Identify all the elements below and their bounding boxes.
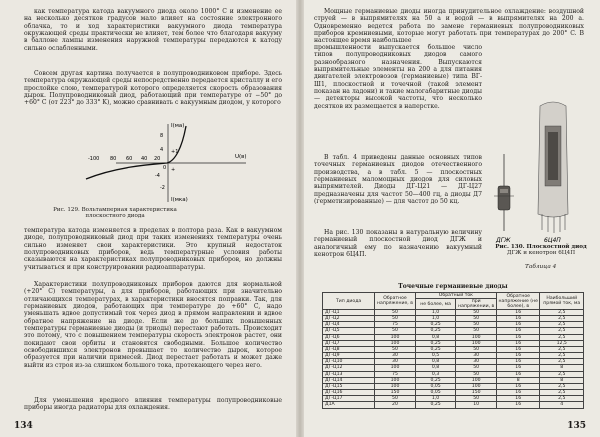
table-cell: 30 [456, 353, 497, 359]
photo-label-6c4p: 6Ц4П [544, 237, 561, 244]
table-cell: 2,5 [540, 334, 584, 340]
header-forward-current: Обратное напряжение, в [375, 293, 416, 310]
table-cell: 2,5 [540, 316, 584, 322]
figure-130-caption-line1: Рис. 130. Плоскостной диод [495, 244, 587, 250]
table-cell: 2,5 [540, 346, 584, 352]
x-tick-0: 0 [163, 165, 167, 171]
table-cell: 0,8 [415, 359, 456, 365]
x-tick-m100: -100 [88, 156, 100, 162]
table-cell: 16 [496, 340, 540, 346]
origin-plus: + [171, 167, 176, 173]
table-cell: 50 [456, 322, 497, 328]
table-cell: 100 [456, 340, 497, 346]
y-tick-lower: 4 [160, 147, 164, 153]
table-cell: 16 [496, 383, 540, 389]
figure-130-caption-line2: ДГЖ и кенотрон 6Ц4П [506, 250, 576, 257]
diode-type-cell: Д1А [323, 402, 375, 408]
table-cell: 2,5 [540, 310, 584, 316]
table-cell: 150 [375, 390, 416, 396]
x-tick-m80: 80 [110, 156, 117, 162]
table-cell: 50 [375, 346, 416, 352]
y-tick-lower-right: +1 [171, 149, 179, 155]
book-gutter [296, 0, 304, 437]
header-reverse-group: Обратный ток [415, 293, 496, 299]
neg-left-label: -4 [155, 173, 160, 179]
table-cell: 75 [375, 371, 416, 377]
table-cell: 0,25 [415, 322, 456, 328]
right-page-number: 135 [567, 421, 586, 431]
table-cell: 16 [496, 353, 540, 359]
figure-130-caption [486, 244, 596, 257]
table-cell: 50 [375, 316, 416, 322]
diode-type-cell: ДГ-Ц6 [323, 334, 375, 340]
point-diodes-table [322, 292, 584, 409]
table-cell: 50 [456, 365, 497, 371]
table-cell: 1,0 [415, 310, 456, 316]
table-cell: 16 [496, 310, 540, 316]
header-reverse-voltage-max: Обратное напряжение (не более), в [496, 293, 540, 310]
table-cell: 50 [456, 316, 497, 322]
right-paragraph-4: На рис. 130 показаны в натуральную величину германиевый плоскостной диод ДГЖ и аналогичный ему по назначению вакуумный кенотрон 6Ц4П. [314, 229, 482, 259]
table-body [323, 310, 584, 409]
table-cell: 20 [375, 402, 416, 408]
table-cell: 16 [496, 334, 540, 340]
table-cell: 8 [540, 377, 584, 383]
table-title: Точечные германиевые диоды [398, 283, 508, 290]
table-cell: 16 [496, 328, 540, 334]
table-cell: 75 [375, 322, 416, 328]
right-paragraph-2: промышленности выпускается большое число типов полупроводниковых диодов самого разнообразного назначения. Выпускаются выпрямительные элементы на 200 а для питания двигателей электровозов (германиевые) типа ВГ-Ш1, плоскостной и точечной (такой элемент показан на ладони) и такие малогабаритные диоды — детекторы высокой частоты, что несколько десятков их размещается в наперстке. [314, 44, 482, 110]
table-cell: 1,0 [415, 396, 456, 402]
header-max-current: Наибольший прямой ток, ма [540, 293, 584, 310]
table-cell: 30 [375, 359, 416, 365]
table-cell: 4 [540, 402, 584, 408]
table-cell: 2,5 [540, 396, 584, 402]
diode-type-cell: ДГ-Ц10 [323, 359, 375, 365]
table-cell: 2,5 [540, 383, 584, 389]
table-label: Таблица 4 [525, 264, 557, 270]
header-reverse-at-limit: не более, ма [415, 299, 456, 310]
diode-type-cell: ДГ-Ц14 [323, 377, 375, 383]
table-cell: 16 [496, 346, 540, 352]
table-cell: 50 [375, 310, 416, 316]
table-cell: 0,25 [415, 340, 456, 346]
diode-type-cell: ДГ-Ц16 [323, 390, 375, 396]
table-cell: 2,5 [540, 328, 584, 334]
volt-ampere-graph [28, 118, 258, 206]
left-paragraph-5: Для уменьшения вредного влияния температуры полупроводниковые приборы иногда радиаторы для охлаждения. [24, 397, 282, 412]
table-cell: 100 [456, 383, 497, 389]
table-cell: 100 [375, 377, 416, 383]
table-cell: 16 [496, 365, 540, 371]
table-cell: 8 [496, 377, 540, 383]
table-cell: 2,5 [540, 371, 584, 377]
table-cell: 12,5 [540, 340, 584, 346]
table-cell: 10 [456, 402, 497, 408]
dgzh-diode [494, 154, 514, 231]
table-cell: 0,25 [415, 377, 456, 383]
table-cell: 0,25 [415, 328, 456, 334]
y-label-bottom: I(мка) [171, 197, 188, 203]
x-label: U(в) [235, 154, 247, 160]
y-label-top: I(ма) [171, 123, 185, 129]
kenotron-tube [538, 102, 568, 233]
table-cell: 50 [456, 396, 497, 402]
table-cell: 100 [375, 365, 416, 371]
table-cell: 50 [375, 328, 416, 334]
y-tick-upper: 8 [160, 133, 164, 139]
right-paragraph-3: В табл. 4 приведены данные основных типов точечных германиевых диодов отечественного производства, а в табл. 5 — плоскостных германиевых маломощных диодов для силовых выпрямителей. Диоды ДГ-Ц21 — ДГ-Ц27 предназначены для частот 50—400 гц, а диоды Д7 (герметизированные) — для частот до 50 кц. [314, 154, 482, 206]
table-cell: 0,8 [415, 334, 456, 340]
table-cell: 16 [496, 402, 540, 408]
table-cell: 0,5 [415, 353, 456, 359]
table-cell: 0,3 [415, 371, 456, 377]
diode-type-cell: ДГ-Ц2 [323, 316, 375, 322]
table-cell: 150 [456, 390, 497, 396]
table-cell: 30 [456, 359, 497, 365]
table-cell: 0,25 [415, 346, 456, 352]
diode-type-cell: ДГ-Ц9 [323, 353, 375, 359]
diode-type-cell: ДГ-Ц5 [323, 328, 375, 334]
table-cell: 1,0 [415, 316, 456, 322]
table-cell: 50 [456, 310, 497, 316]
x-tick-m40: 40 [141, 156, 148, 162]
table-cell: 100 [375, 334, 416, 340]
diode-type-cell: ДГ-Ц17 [323, 396, 375, 402]
table-cell: 16 [496, 390, 540, 396]
table-cell: 100 [456, 377, 497, 383]
table-cell: 100 [456, 334, 497, 340]
table-cell: 8 [540, 365, 584, 371]
table-cell: 16 [496, 371, 540, 377]
diode-type-cell: ДГ-Ц1 [323, 310, 375, 316]
x-tick-m20: 20 [154, 156, 161, 162]
table-cell: 50 [456, 346, 497, 352]
diode-type-cell: ДГ-Ц8 [323, 346, 375, 352]
table-cell: 16 [496, 359, 540, 365]
diode-type-cell: ДГ-Ц13 [323, 371, 375, 377]
table-cell: 50 [456, 371, 497, 377]
table-cell: 2,5 [540, 322, 584, 328]
left-page-number: 134 [14, 421, 33, 431]
table-cell: 100 [375, 340, 416, 346]
table-cell: 16 [496, 322, 540, 328]
figure-129-caption: Рис. 129. Вольтамперная характеристика плоскостного диода [53, 207, 177, 220]
table-row [323, 402, 584, 408]
table-cell: 30 [375, 353, 416, 359]
x-tick-m60: 60 [126, 156, 133, 162]
neg-bottom-label: -2 [160, 185, 165, 191]
table-cell: 100 [375, 383, 416, 389]
diode-type-cell: ДГ-Ц12 [323, 365, 375, 371]
right-paragraph-1: Мощные германиевые диоды иногда принудительное охлаждение: воздушной струей — в выпрямителях на 50 а и водой — в выпрямителях на 200 а. Одновременно ведется работа по замене германиевых полупроводниковых приборов кремниевыми, которые могут работать при температурах до 200° C. В настоящее время наибольшее [314, 8, 584, 45]
photo-label-dgzh: ДГЖ [496, 237, 511, 244]
left-paragraph-3: температура катода изменяется в пределах в полтора раза. Как в вакуумном диоде, полупроводниковый диод при таких изменениях температуры очень сильно изменяет свои характеристики. Это крупный недостаток полупроводниковых приборов, ведь температурные условия работы сказываются на характеристиках полупроводниковых приборов, но должны учитываться и при конструировании радиоаппаратуры. [24, 227, 282, 271]
table-cell: 2,5 [540, 390, 584, 396]
diode-type-cell: ДГ-Ц4 [323, 322, 375, 328]
table-cell: 2,5 [540, 359, 584, 365]
header-reverse-at-voltage: при напряжении, в [456, 299, 497, 310]
right-page [300, 0, 600, 437]
table-cell: 0,05 [415, 383, 456, 389]
table-header-row [323, 293, 584, 299]
left-paragraph-1: как температура катода вакуумного диода около 1000° C и изменение ее на несколько десятков градусов мало влияет на состояние электронного облачка, то и ход характеристики вакуумного диода температура окружающей среды практически не влияет, тем более что благодаря вакууму в баллоне лампы изменения наружной температуры передаются к катоду сильно ослабленными. [24, 8, 282, 52]
table-cell: 16 [496, 396, 540, 402]
table-cell: 0,25 [415, 402, 456, 408]
table-cell: 0,8 [415, 365, 456, 371]
diode-type-cell: ДГ-Ц15 [323, 383, 375, 389]
table-cell: 2,5 [540, 353, 584, 359]
diode-type-cell: ДГ-Ц7 [323, 340, 375, 346]
table-cell: 50 [375, 396, 416, 402]
header-type: Тип диода [323, 293, 375, 310]
left-paragraph-2: Совсем другая картина получается в полупроводниковом приборе. Здесь температура окружающей среды непосредственно передается кристаллу и его прослойке слою, температурой которого определяется скорость образования дырок. Полупроводниковый диод, работающий при температуре от −50° до +60° C (от 223° до 333° K), можно сравнивать с вакуумным диодом, у которого [24, 70, 282, 107]
table-cell: 0,05 [415, 390, 456, 396]
left-paragraph-4: Характеристики полупроводниковых приборов даются для нормальной (+20° C) температуры, а для приборов, работающих при значительно отличающихся температурах, в характеристики вносятся поправки. Так, для германиевых диодов, работающих при температуре до +60° C, надо уменьшать вдвое допустимый ток через диод в прямом направлении и вдвое обратное напряжение на диоде. Если же до больших повышенных температуры германиевые диоды (и триоды) перестают работать. Происходит это потому, что с повышением температуры скорость электронов растет, они покидают свои орбиты и становятся свободными. Большое количество освободившихся электронов превышает то количество дырок, которое образуется при наличии примесей. Диод перестает работать и может даже выйти из строя из-за слишком большого тока, протекающего через него. [24, 281, 282, 369]
diode-and-kenotron-photo [490, 96, 590, 246]
table-cell: 16 [496, 316, 540, 322]
table-cell: 50 [456, 328, 497, 334]
